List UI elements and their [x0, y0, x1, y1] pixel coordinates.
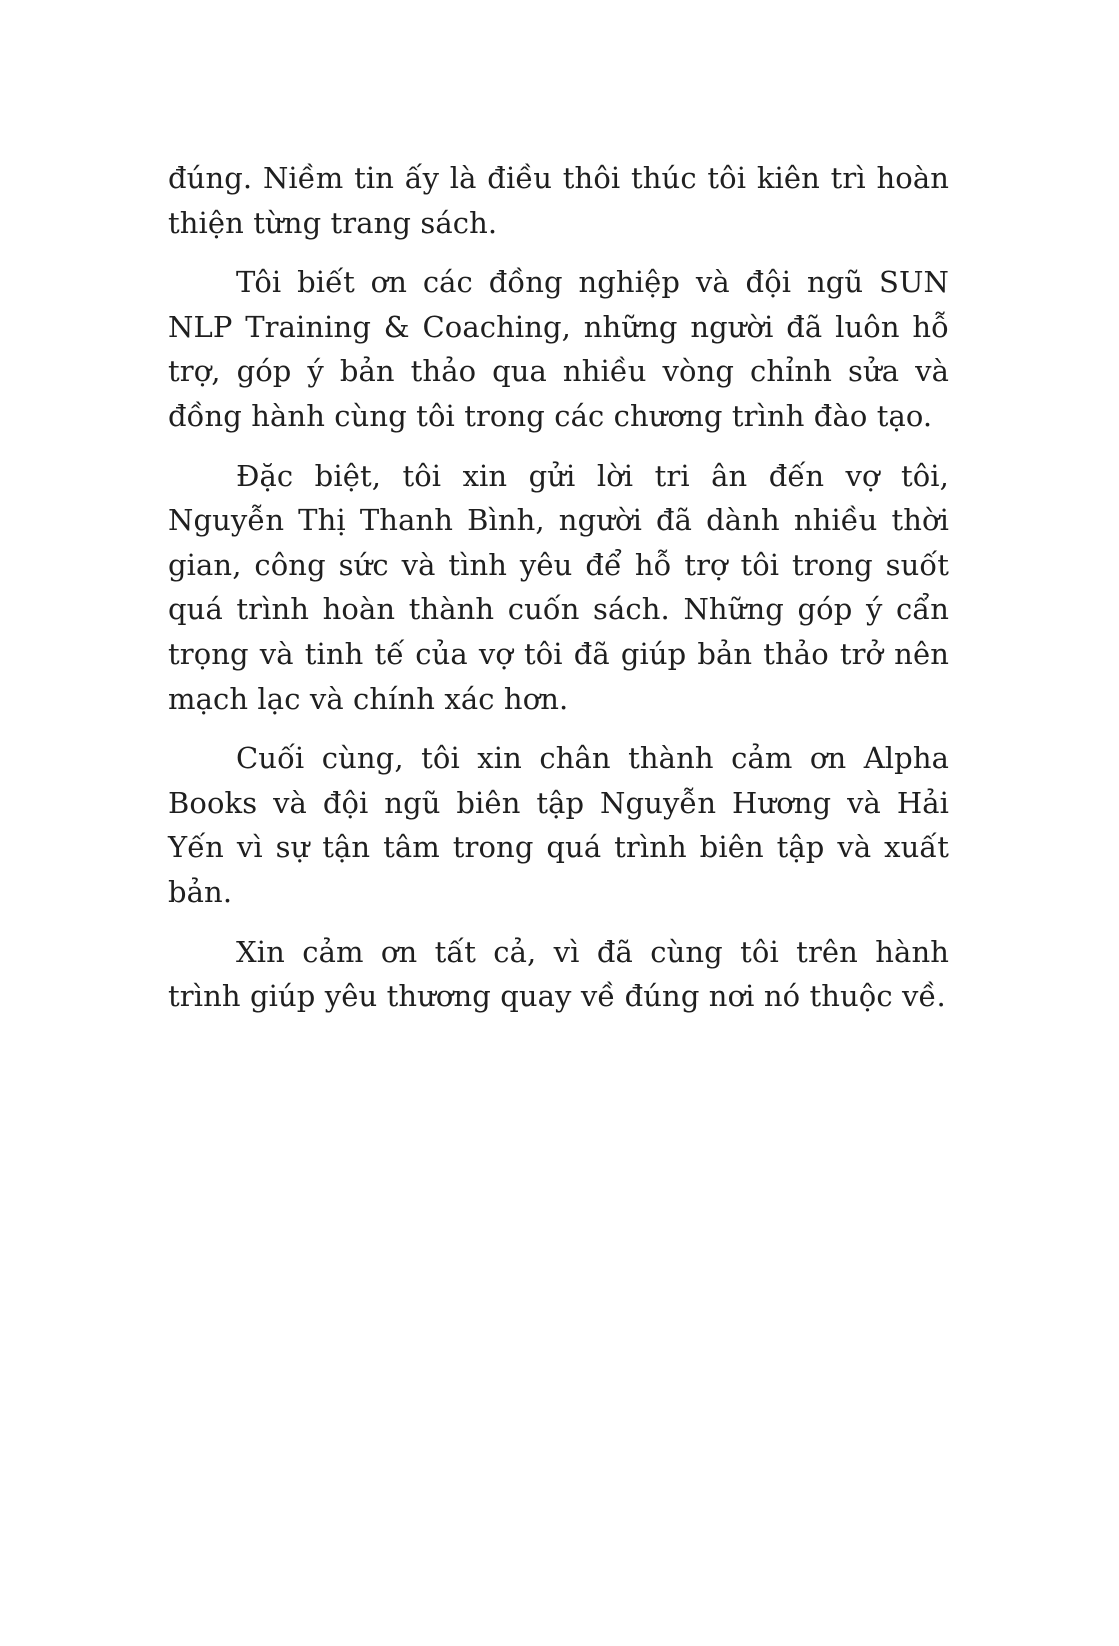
paragraph-wife-thanks: Đặc biệt, tôi xin gửi lời tri ân đến vợ tôi, Nguyễn Thị Thanh Bình, người đã dành nhiều thời gian, công sức và tình yêu để hỗ trợ tôi trong suốt quá trình hoàn thành cuốn sách. Những góp ý cẩn trọng và tinh tế của vợ tôi đã giúp bản thảo trở nên mạch lạc và chính xác hơn.: [168, 458, 949, 716]
paragraph-closing-thanks: Xin cảm ơn tất cả, vì đã cùng tôi trên hành trình giúp yêu thương quay về đúng nơi nó thuộc về.: [168, 934, 949, 1014]
body-text: [168, 156, 949, 1034]
paragraph-publisher-thanks: Cuối cùng, tôi xin chân thành cảm ơn Alpha Books và đội ngũ biên tập Nguyễn Hương và Hải Yến vì sự tận tâm trong quá trình biên tập và xuất bản.: [168, 741, 949, 909]
paragraph-colleagues-thanks: Tôi biết ơn các đồng nghiệp và đội ngũ SUN NLP Training & Coaching, những người đã luôn hỗ trợ, góp ý bản thảo qua nhiều vòng chỉnh sửa và đồng hành cùng tôi trong các chương trình đào tạo.: [168, 265, 949, 433]
paragraph-continuation: đúng. Niềm tin ấy là điều thôi thúc tôi kiên trì hoàn thiện từng trang sách.: [168, 161, 949, 240]
